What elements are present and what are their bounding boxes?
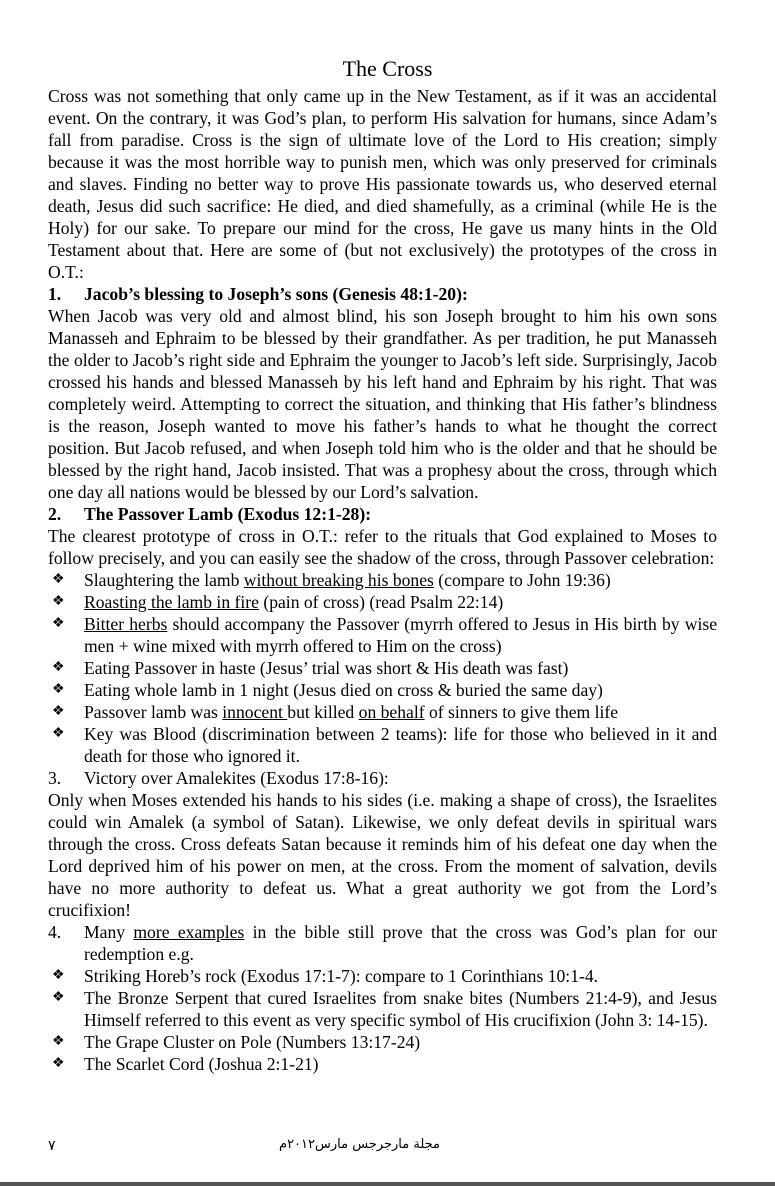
intro-paragraph: Cross was not something that only came up in the New Testament, as if it was an accidental event. On the contrary, it was God’s plan, to perform His salvation for humans, since Adam’s fall from paradise. Cross is the sign of ultimate love of the Lord to His creation; simply because it was the most horrible way to punish men, which was only preserved for criminals and slaves. Finding no better way to prove His passionate towards us, who deserved eternal death, Jesus did such sacrifice: He died, and died shamefully, as a criminal (while He is the Holy) for our sake. To prepare our mind for the cross, He gave us many hints in the Old Testament about that. Here are some of (but not exclusively) the prototypes of the cross in O.T.: [48, 86, 717, 282]
item-text: The Bronze Serpent that cured Israelites from snake bites (Numbers 21:4-9), and Jesus Himself referred to this event as very specific symbol of His crucifixion (John 3: 14-15). [84, 988, 717, 1030]
diamond-bullet-icon: ❖ [52, 616, 65, 631]
item-text: in the bible still prove that the cross was God’s plan for our redemption e.g. [84, 922, 717, 964]
item-text: (pain of cross) (read Psalm 22:14) [258, 592, 504, 612]
underlined-text: Roasting the lamb in fire [84, 592, 259, 612]
diamond-bullet-icon: ❖ [52, 704, 65, 719]
diamond-bullet-icon: ❖ [52, 594, 65, 609]
diamond-bullet-icon: ❖ [52, 990, 65, 1005]
journal-footer: مجلة مارجرجس مارس٢٠١٢م [279, 1137, 440, 1152]
item-text: but killed [287, 702, 359, 722]
list-item [48, 679, 717, 701]
list-item [48, 723, 717, 767]
item-text: Passover lamb was [84, 702, 223, 722]
item-text: (compare to John 19:36) [433, 570, 611, 590]
underlined-text: without breaking his bones [243, 570, 434, 590]
page-title: The Cross [342, 56, 433, 81]
article-body [48, 85, 717, 1075]
item-text: The Scarlet Cord (Joshua 2:1-21) [84, 1054, 319, 1074]
list-item [48, 657, 717, 679]
list-item [48, 591, 717, 613]
section-3-heading [48, 767, 717, 789]
list-item [48, 987, 717, 1031]
item-text: Striking Horeb’s rock (Exodus 17:1-7): compare to 1 Corinthians 10:1-4. [84, 966, 599, 986]
list-item [48, 701, 717, 723]
section-title: Jacob’s blessing to Joseph’s sons (Genesis 48:1-20): [84, 284, 468, 304]
section-title: Victory over Amalekites (Exodus 17:8-16): [84, 768, 389, 788]
underlined-text: more examples [133, 922, 245, 942]
section-number: 3. [48, 768, 62, 788]
section-1-heading [48, 283, 717, 305]
viewer-bottom-edge [0, 1182, 775, 1186]
section-3-body: Only when Moses extended his hands to his sides (i.e. making a shape of cross), the Israelites could win Amalek (a symbol of Satan). Likewise, we only defeat devils in spiritual wars through the cross. Cross defeats Satan because it reminds him of his defeat one day when the Lord deprived him of his power on men, at the cross. From the moment of salvation, devils have no more authority to defeat us. What a great authority we got from the Lord’s crucifixion! [48, 790, 717, 920]
examples-bullet-list [48, 965, 717, 1075]
underlined-text: innocent [222, 702, 288, 722]
section-number: 1. [48, 284, 62, 304]
list-item [48, 569, 717, 591]
section-4-heading [48, 921, 717, 965]
list-item [48, 1031, 717, 1053]
item-text: Slaughtering the lamb [84, 570, 244, 590]
section-2-heading [48, 503, 717, 525]
diamond-bullet-icon: ❖ [52, 968, 65, 983]
section-title: The Passover Lamb (Exodus 12:1-28): [84, 504, 372, 524]
section-1-body: When Jacob was very old and almost blind, his son Joseph brought to him his own sons Manasseh and Ephraim to be blessed by their grandfather. As per tradition, he put Manasseh the older to Jacob’s right side and Ephraim the younger to Jacob’s left side. Surprisingly, Jacob crossed his hands and blessed Manasseh by his left hand and Ephraim by his right. That was completely weird. Attempting to correct the situation, and thinking that His father’s blindness is the reason, Joseph wanted to move his father’s hands to what he thought the correct position. But Jacob refused, and when Joseph told him who is the older and that he should be blessed by the right hand, Jacob insisted. That was a prophesy about the cross, through which one day all nations would be blessed by our Lord’s salvation. [48, 306, 717, 502]
list-item [48, 965, 717, 987]
item-text: of sinners to give them life [424, 702, 619, 722]
list-item [48, 613, 717, 657]
diamond-bullet-icon: ❖ [52, 660, 65, 675]
list-item [48, 1053, 717, 1075]
item-text: Many [84, 922, 134, 942]
diamond-bullet-icon: ❖ [52, 572, 65, 587]
item-text: The Grape Cluster on Pole (Numbers 13:17-24) [84, 1032, 421, 1052]
item-text: should accompany the Passover (myrrh offered to Jesus in His birth by wise men + wine mixed with myrrh offered to Him on the cross) [84, 614, 718, 656]
item-text: Eating Passover in haste (Jesus’ trial was short & His death was fast) [84, 658, 569, 678]
section-number: 4. [48, 922, 62, 942]
underlined-text: Bitter herbs [84, 614, 168, 634]
diamond-bullet-icon: ❖ [52, 682, 65, 697]
diamond-bullet-icon: ❖ [52, 1056, 65, 1071]
item-text: Eating whole lamb in 1 night (Jesus died on cross & buried the same day) [84, 680, 603, 700]
diamond-bullet-icon: ❖ [52, 1034, 65, 1049]
section-number: 2. [48, 504, 62, 524]
section-2-body: The clearest prototype of cross in O.T.: refer to the rituals that God explained to Moses to follow precisely, and you can easily see the shadow of the cross, through Passover celebration: [48, 526, 717, 568]
diamond-bullet-icon: ❖ [52, 726, 65, 741]
passover-bullet-list [48, 569, 717, 767]
page-number: ٧ [48, 1138, 56, 1154]
underlined-text: on behalf [358, 702, 425, 722]
item-text: Key was Blood (discrimination between 2 teams): life for those who believed in it and death for those who ignored it. [84, 724, 717, 766]
